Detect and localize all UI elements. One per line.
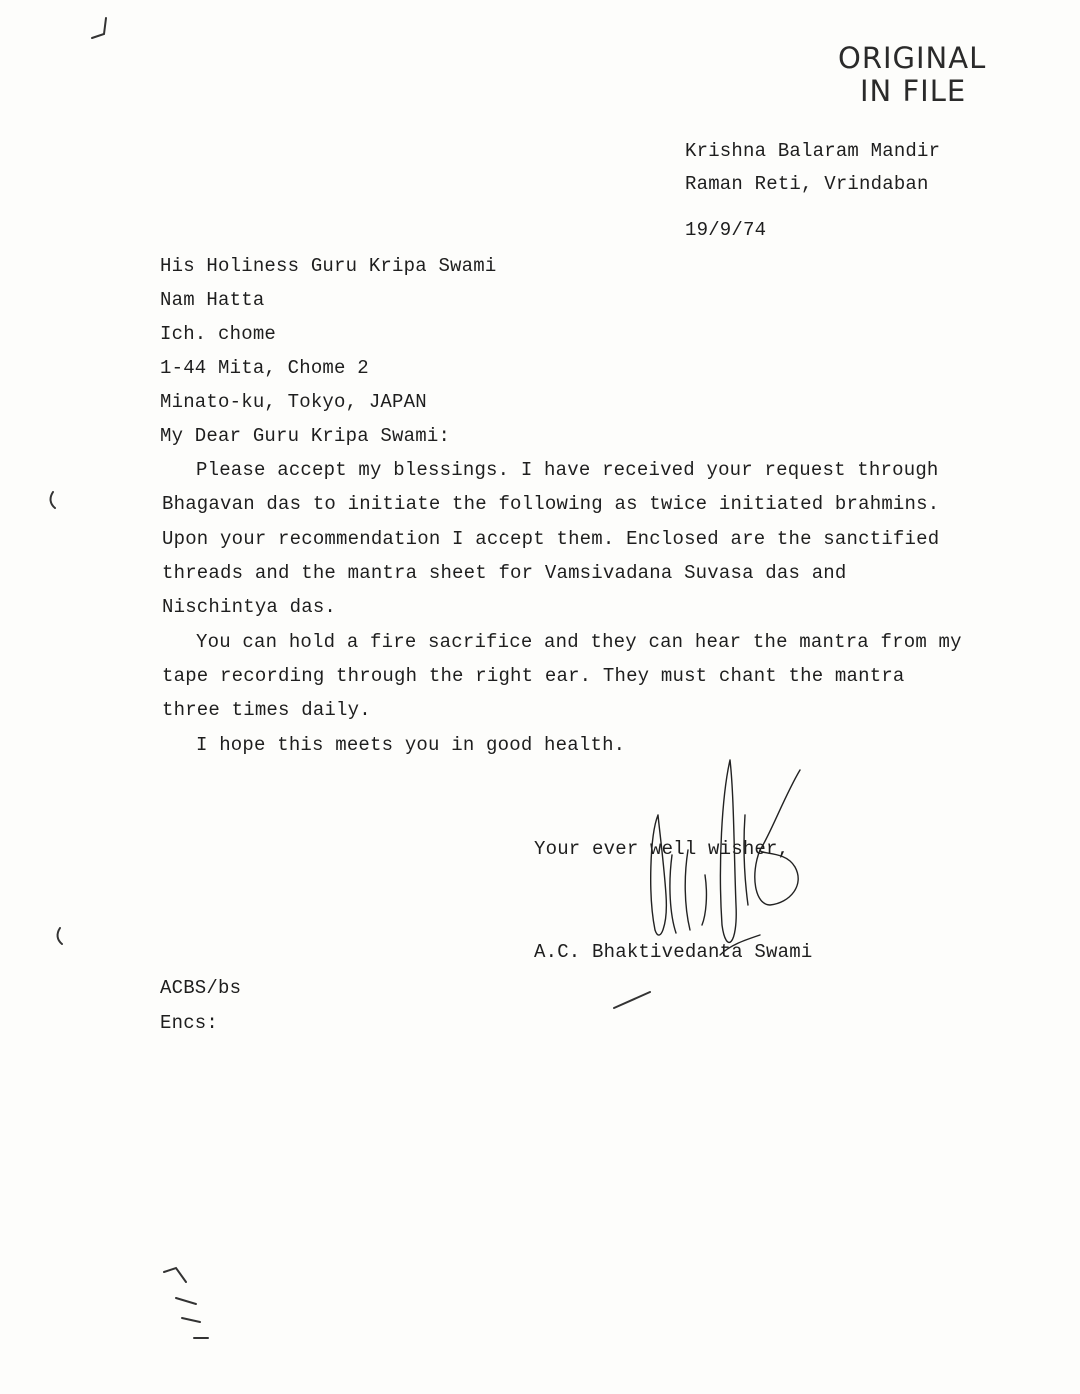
body-paragraph-1-line: Upon your recommendation I accept them. Enclosed are the sanctified xyxy=(162,528,940,550)
sender-address-line-2: Raman Reti, Vrindaban xyxy=(685,173,929,195)
body-paragraph-1-line: Please accept my blessings. I have received your request through xyxy=(196,459,939,481)
original-in-file-stamp xyxy=(838,42,986,108)
body-paragraph-2-line: You can hold a fire sacrifice and they can hear the mantra from my xyxy=(196,631,962,653)
recipient-address-line-3: Ich. chome xyxy=(160,323,277,345)
body-paragraph-1-line: Bhagavan das to initiate the following as twice initiated brahmins. xyxy=(162,493,940,515)
body-paragraph-1-line: threads and the mantra sheet for Vamsivadana Suvasa das and xyxy=(162,562,847,584)
recipient-address-line-2: Nam Hatta xyxy=(160,289,265,311)
closing: Your ever well wisher, xyxy=(534,838,790,860)
salutation: My Dear Guru Kripa Swami: xyxy=(160,425,451,447)
body-paragraph-2-line: tape recording through the right ear. They must chant the mantra xyxy=(162,665,905,687)
body-paragraph-3-line: I hope this meets you in good health. xyxy=(196,734,626,756)
recipient-address-line-1: His Holiness Guru Kripa Swami xyxy=(160,255,497,277)
sender-address-line-1: Krishna Balaram Mandir xyxy=(685,140,941,162)
recipient-address-line-5: Minato-ku, Tokyo, JAPAN xyxy=(160,391,427,413)
body-paragraph-2-line: three times daily. xyxy=(162,699,371,721)
body-paragraph-1-line: Nischintya das. xyxy=(162,596,337,618)
enclosures-note: Encs: xyxy=(160,1012,219,1034)
handwritten-signature xyxy=(610,755,840,1025)
signer-name: A.C. Bhaktivedanta Swami xyxy=(534,941,813,963)
reference-initials: ACBS/bs xyxy=(160,977,242,999)
stamp-line-2: IN FILE xyxy=(860,74,967,108)
letter-date: 19/9/74 xyxy=(685,219,767,241)
recipient-address-line-4: 1-44 Mita, Chome 2 xyxy=(160,357,369,379)
stamp-line-1: ORIGINAL xyxy=(838,41,987,75)
